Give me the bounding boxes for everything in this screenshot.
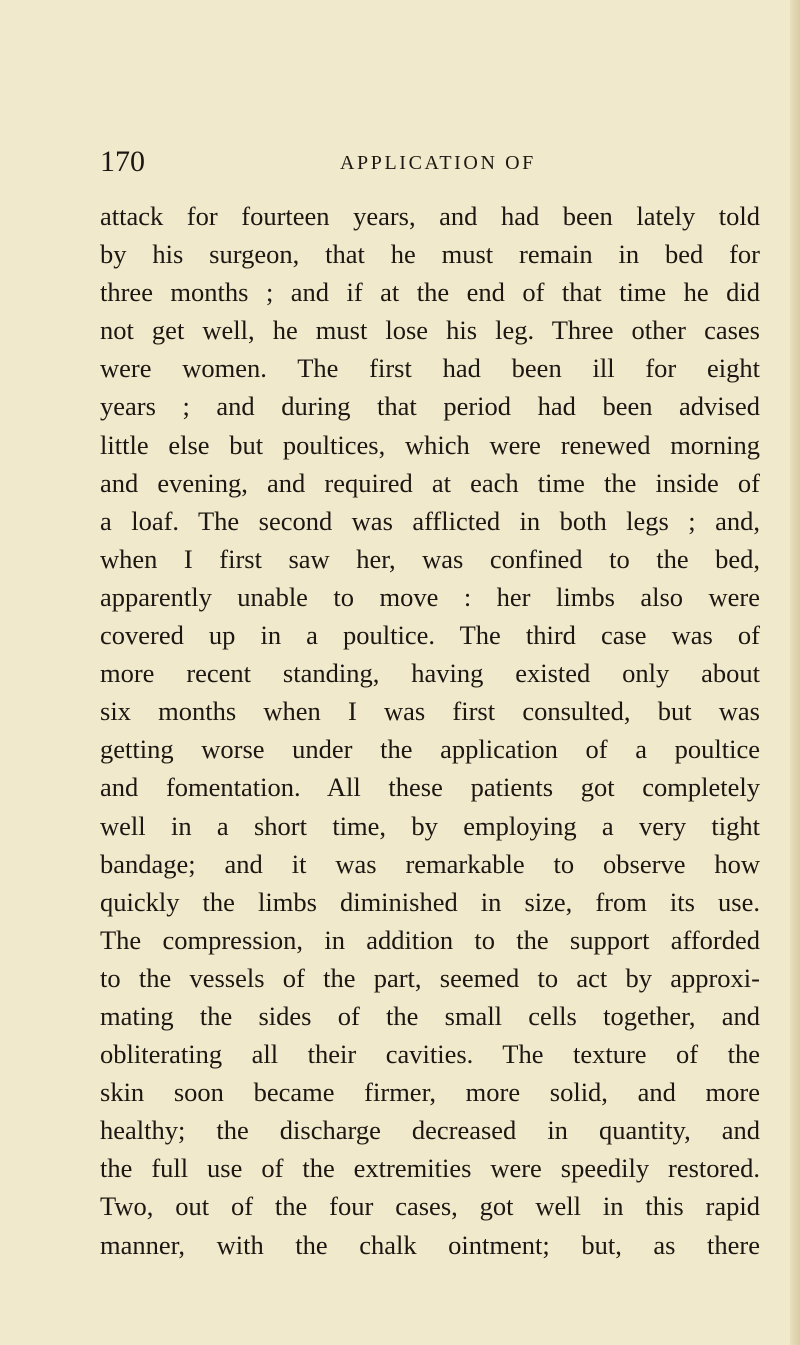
- text-line: getting worse under the application of a poultice: [100, 734, 760, 765]
- text-line: the full use of the extremities were speedily restored.: [100, 1153, 760, 1184]
- text-line: attack for fourteen years, and had been lately told: [100, 201, 760, 231]
- text-line: and evening, and required at each time the inside of: [100, 467, 760, 498]
- text-line: three months ; and if at the end of that time he did: [100, 277, 760, 308]
- text-line: by his surgeon, that he must remain in bed for: [100, 239, 760, 270]
- text-line: skin soon became firmer, more solid, and more: [100, 1077, 760, 1108]
- text-line: Two, out of the four cases, got well in this rapid: [100, 1191, 760, 1222]
- text-line: six months when I was first consulted, but was: [100, 696, 760, 727]
- text-line: obliterating all their cavities. The texture of the: [100, 1039, 760, 1070]
- body-text: [100, 197, 760, 1264]
- text-line: and fomentation. All these patients got completely: [100, 772, 760, 803]
- text-line: manner, with the chalk ointment; but, as there: [100, 1229, 760, 1260]
- text-line: quickly the limbs diminished in size, from its use.: [100, 886, 760, 917]
- text-line: well in a short time, by employing a very tight: [100, 810, 760, 841]
- running-head: APPLICATION OF: [340, 152, 536, 174]
- text-line: apparently unable to move : her limbs also were: [100, 581, 760, 612]
- text-line: covered up in a poultice. The third case was of: [100, 620, 760, 651]
- page-header: [100, 144, 700, 180]
- text-line: little else but poultices, which were renewed morning: [100, 429, 760, 460]
- text-line: a loaf. The second was afflicted in both legs ; and,: [100, 505, 760, 536]
- page-edge: [790, 0, 800, 1345]
- text-line: bandage; and it was remarkable to observe how: [100, 848, 760, 879]
- page-number: 170: [100, 145, 145, 178]
- text-line: years ; and during that period had been advised: [100, 391, 760, 422]
- text-line: more recent standing, having existed only about: [100, 658, 760, 689]
- text-line: mating the sides of the small cells together, and: [100, 1000, 760, 1031]
- text-line: were women. The first had been ill for eight: [100, 353, 760, 384]
- text-line: when I first saw her, was confined to the bed,: [100, 543, 760, 574]
- text-line: not get well, he must lose his leg. Three other cases: [100, 315, 760, 346]
- text-line: The compression, in addition to the support afforded: [100, 924, 760, 955]
- text-line: to the vessels of the part, seemed to act by approxi-: [100, 962, 760, 993]
- text-line: healthy; the discharge decreased in quantity, and: [100, 1115, 760, 1146]
